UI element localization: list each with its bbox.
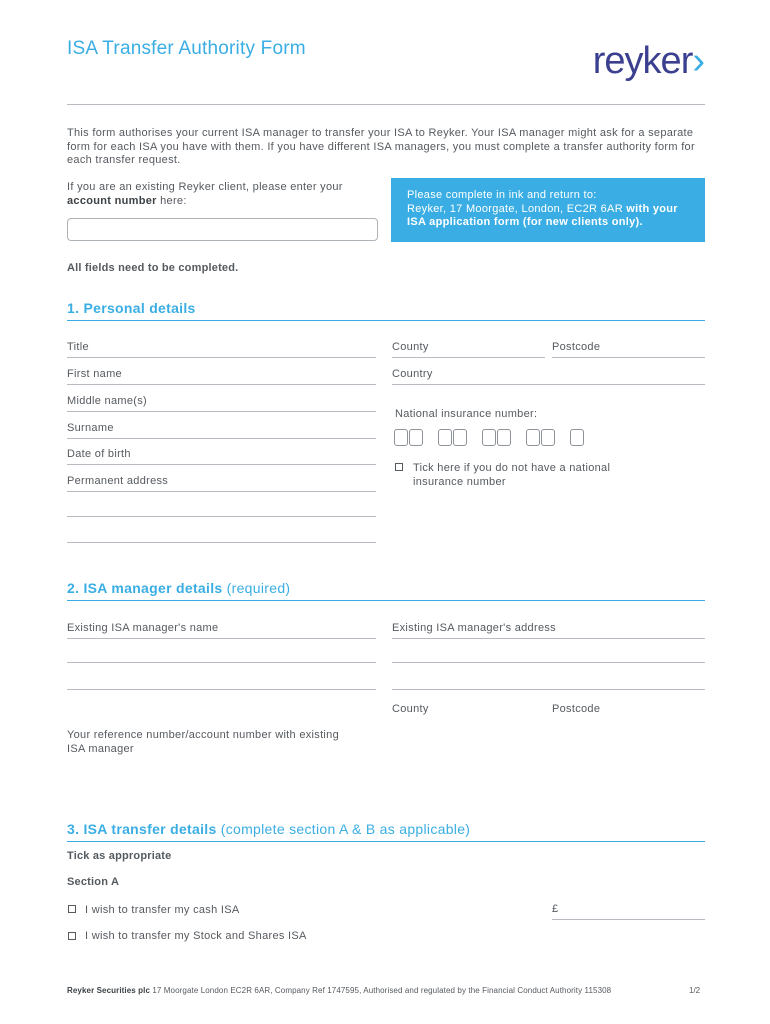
cash-isa-checkbox[interactable] bbox=[68, 905, 76, 913]
section-a-label: Section A bbox=[67, 876, 120, 888]
stocks-isa-checkbox[interactable] bbox=[68, 932, 76, 940]
account-number-input[interactable] bbox=[67, 218, 378, 241]
return-bold1: with your bbox=[622, 202, 678, 215]
address-line-2[interactable] bbox=[67, 516, 376, 517]
section2-divider bbox=[67, 600, 705, 601]
account-number-label bbox=[67, 181, 377, 208]
manager-county-field[interactable]: County bbox=[392, 703, 429, 715]
section3-heading bbox=[67, 821, 470, 837]
permanent-address-field[interactable]: Permanent address bbox=[67, 475, 376, 492]
no-ni-label-line2: insurance number bbox=[413, 475, 506, 488]
section1-heading: 1. Personal details bbox=[67, 300, 196, 316]
stocks-isa-label: I wish to transfer my Stock and Shares ISA bbox=[85, 930, 307, 942]
manager-name-line-3[interactable] bbox=[67, 689, 376, 690]
cash-isa-label: I wish to transfer my cash ISA bbox=[85, 904, 240, 916]
ni-box[interactable] bbox=[497, 429, 511, 446]
footer-details: 17 Moorgate London EC2R 6AR, Company Ref 1747595, Authorised and regulated by the Financial Conduct Authority 115308 bbox=[150, 986, 612, 995]
section2-heading-sub: (required) bbox=[222, 580, 291, 596]
middle-names-field[interactable]: Middle name(s) bbox=[67, 395, 376, 412]
address-line-3[interactable] bbox=[67, 542, 376, 543]
footer-company: Reyker Securities plc bbox=[67, 986, 151, 995]
account-prompt: If you are an existing Reyker client, please enter your bbox=[67, 181, 343, 193]
ni-box[interactable] bbox=[453, 429, 467, 446]
section1-divider bbox=[67, 320, 705, 321]
manager-name-field[interactable]: Existing ISA manager's name bbox=[67, 622, 376, 639]
postcode-field[interactable]: Postcode bbox=[552, 341, 705, 358]
header-divider bbox=[67, 104, 705, 105]
reference-number-label[interactable] bbox=[67, 729, 377, 756]
manager-address-line-2[interactable] bbox=[392, 662, 705, 663]
date-of-birth-field[interactable]: Date of birth bbox=[67, 448, 376, 465]
manager-address-field[interactable]: Existing ISA manager's address bbox=[392, 622, 705, 639]
return-line1: Please complete in ink and return to: bbox=[407, 189, 597, 201]
reyker-logo bbox=[593, 42, 704, 80]
no-ni-checkbox[interactable] bbox=[395, 463, 403, 471]
page-title: ISA Transfer Authority Form bbox=[67, 38, 306, 59]
ni-box[interactable] bbox=[394, 429, 408, 446]
account-bold: account number bbox=[67, 194, 157, 207]
return-address-box bbox=[391, 178, 705, 242]
no-ni-label-line1: Tick here if you do not have a national bbox=[413, 462, 611, 474]
county-field[interactable]: County bbox=[392, 341, 545, 358]
ni-box[interactable] bbox=[482, 429, 496, 446]
manager-postcode-field[interactable]: Postcode bbox=[552, 703, 601, 715]
tick-instruction: Tick as appropriate bbox=[67, 850, 172, 862]
logo-text: reyker bbox=[592, 40, 693, 82]
ni-box[interactable] bbox=[526, 429, 540, 446]
first-name-field[interactable]: First name bbox=[67, 368, 376, 385]
ni-box[interactable] bbox=[541, 429, 555, 446]
manager-address-line-3[interactable] bbox=[392, 689, 705, 690]
return-bold2: ISA application form (for new clients only). bbox=[407, 216, 643, 228]
ni-box[interactable] bbox=[570, 429, 584, 446]
ni-box[interactable] bbox=[438, 429, 452, 446]
title-field[interactable]: Title bbox=[67, 341, 376, 358]
section3-heading-sub: (complete section A & B as applicable) bbox=[216, 821, 471, 837]
footer-text bbox=[67, 986, 611, 995]
cash-isa-amount-field[interactable]: £ bbox=[552, 903, 705, 920]
account-suffix: here: bbox=[156, 194, 187, 207]
return-line2: Reyker, 17 Moorgate, London, EC2R 6AR bbox=[407, 202, 623, 215]
page-number: 1/2 bbox=[689, 986, 701, 995]
all-fields-note: All fields need to be completed. bbox=[67, 262, 239, 274]
ni-label: National insurance number: bbox=[395, 408, 538, 420]
country-field[interactable]: Country bbox=[392, 368, 705, 385]
section2-heading bbox=[67, 580, 290, 596]
intro-text: This form authorises your current ISA manager to transfer your ISA to Reyker. Your ISA manager might ask for a separate form for each ISA you have with them. If you have different ISA managers, you must complete a transfer authority form for each transfer request. bbox=[67, 127, 695, 166]
no-ni-label bbox=[413, 462, 610, 489]
manager-name-line-2[interactable] bbox=[67, 662, 376, 663]
ni-box[interactable] bbox=[409, 429, 423, 446]
section3-divider bbox=[67, 841, 705, 842]
reference-line1: Your reference number/account number with existing bbox=[67, 729, 340, 741]
section2-heading-main: 2. ISA manager details bbox=[67, 580, 223, 596]
logo-arrow-icon: › bbox=[692, 40, 704, 82]
reference-line2: ISA manager bbox=[67, 742, 134, 755]
surname-field[interactable]: Surname bbox=[67, 422, 376, 439]
section3-heading-main: 3. ISA transfer details bbox=[67, 821, 217, 837]
